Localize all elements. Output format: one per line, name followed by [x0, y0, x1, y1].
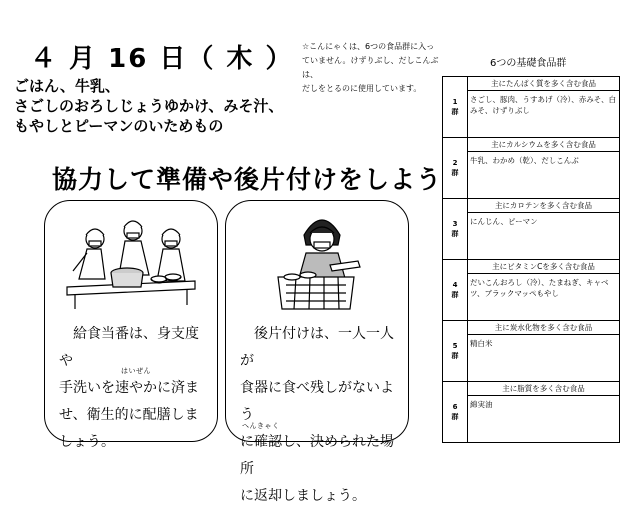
serving-duty-panel [44, 200, 218, 450]
panel-line: 給食当番は、身支度や [59, 326, 199, 369]
ingredient-note [302, 40, 448, 96]
group-number: 1 群 [443, 77, 468, 138]
table-row [443, 199, 620, 213]
panel-line: に返却しましょう。 [240, 488, 366, 504]
menu-line: もやしとピーマンのいためもの [14, 117, 224, 135]
table-row [443, 396, 620, 443]
group-header: 主にビタミンCを多く含む食品 [468, 260, 620, 274]
group-number: 5 群 [443, 321, 468, 382]
menu-items [14, 76, 283, 136]
table-row [443, 321, 620, 335]
serving-duty-text [59, 321, 209, 456]
note-line: ていません。けずりぶし、だしこんぶは、 [302, 56, 439, 79]
group-foods: だいこんおろし（冷）、たまねぎ、キャベツ、ブラックマッペもやし [468, 274, 620, 321]
group-foods: 牛乳、わかめ（乾）、だしこんぶ [468, 152, 620, 199]
table-row [443, 138, 620, 152]
table-row [443, 213, 620, 260]
table-row [443, 335, 620, 382]
serving-duty-illustration [45, 201, 217, 321]
panel-line: に確認し、決められた場所 [240, 434, 394, 477]
group-header: 主にカルシウムを多く含む食品 [468, 138, 620, 152]
panel-line: 食器に食べ残しがないよう [240, 380, 394, 423]
menu-line: さごしのおろしじょうゆかけ、みそ汁、 [14, 97, 284, 115]
group-number: 3 群 [443, 199, 468, 260]
panel-line: 手洗いを速やかに済ま [59, 380, 199, 396]
group-number: 2 群 [443, 138, 468, 199]
table-row [443, 152, 620, 199]
menu-date: ４ 月 16 日（ 木 ） [30, 44, 294, 74]
table-row [443, 274, 620, 321]
panel-line: しょう。 [59, 434, 115, 450]
group-header: 主に炭水化物を多く含む食品 [468, 321, 620, 335]
group-foods: にんじん、ピーマン [468, 213, 620, 260]
note-line: ☆こんにゃくは、6つの食品群に入っ [302, 42, 435, 51]
food-groups-title: 6つの基礎食品群 [490, 58, 567, 69]
group-foods: 精白米 [468, 335, 620, 382]
headline: 協力して準備や後片付けをしよう [52, 165, 443, 194]
table-row [443, 382, 620, 396]
cleanup-panel [225, 200, 409, 504]
panel-line: せ、衛生的に配膳しま [59, 407, 199, 423]
group-header: 主にカロテンを多く含む食品 [468, 199, 620, 213]
menu-line: ごはん、牛乳、 [14, 77, 120, 95]
note-line: だしをとるのに使用しています。 [302, 84, 422, 93]
group-foods: さごし、豚肉、うすあげ（冷）、赤みそ、白みそ、けずりぶし [468, 91, 620, 138]
cleanup-text [240, 321, 400, 510]
group-number: 6 群 [443, 382, 468, 443]
panel-line: 後片付けは、一人一人が [240, 326, 394, 369]
group-header: 主に脂質を多く含む食品 [468, 382, 620, 396]
ruby-reading: へんきゃく [242, 422, 280, 430]
group-foods: 綿実油 [468, 396, 620, 443]
cleanup-illustration [226, 201, 408, 321]
group-number: 4 群 [443, 260, 468, 321]
table-row [443, 91, 620, 138]
food-groups-table [442, 76, 620, 443]
table-row [443, 77, 620, 91]
ruby-reading: はいぜん [121, 367, 151, 375]
group-header: 主にたんぱく質を多く含む食品 [468, 77, 620, 91]
table-row [443, 260, 620, 274]
